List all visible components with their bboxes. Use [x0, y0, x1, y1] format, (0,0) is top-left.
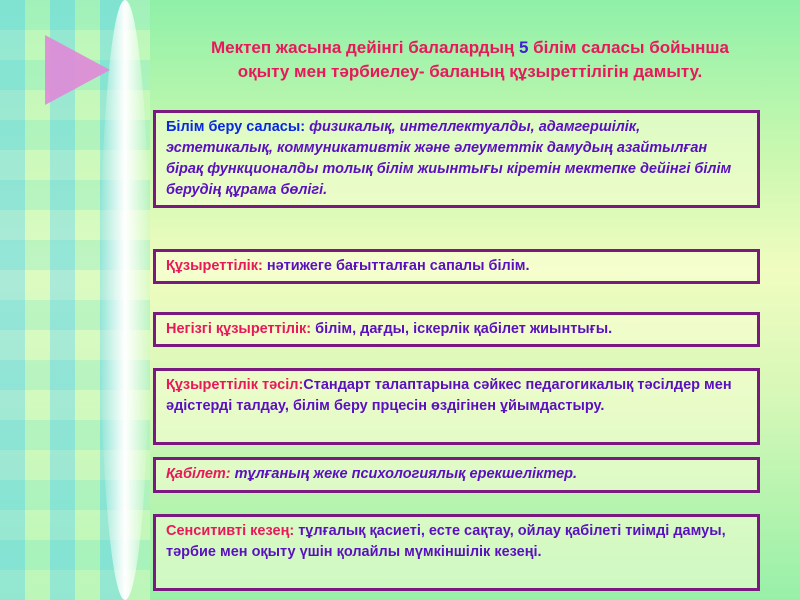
box-text: білім, дағды, іскерлік қабілет жиынтығы.: [315, 321, 613, 337]
box-label: Құзыреттілік:: [166, 258, 267, 274]
box-key-competence: [153, 312, 760, 347]
title-line2: оқыту мен тәрбиелеу- баланың құзыреттілігін дамыту.: [237, 62, 703, 81]
box-label: Сенситивті кезең:: [166, 523, 299, 539]
box-label: Құзыреттілік тәсіл:: [166, 377, 304, 393]
box-education-area: [153, 110, 760, 208]
title-line1-a: Мектеп жасына дейінгі балалардың: [210, 38, 519, 57]
box-label: Білім беру саласы:: [166, 119, 310, 135]
box-label: Негізгі құзыреттілік:: [166, 321, 316, 337]
box-label: Қабілет:: [166, 466, 235, 482]
box-text: тұлғалық қасиеті, есте сақтау, ойлау қабілеті тиімді дамуы, тәрбие мен оқыту үшін қолайлы мүмкіншілік кезеңі.: [166, 523, 726, 560]
box-sensitive-period: [153, 514, 760, 591]
box-text: Стандарт талаптарына сәйкес педагогикалық тәсілдер мен әдістерді талдау, білім беру прцесін өздігінен ұйымдастыру.: [166, 377, 732, 414]
box-competence: [153, 249, 760, 284]
triangle-icon: [45, 35, 110, 105]
title-number: 5: [518, 38, 529, 57]
slide-title: [150, 36, 790, 84]
box-text: нәтижеге бағытталған сапалы білім.: [266, 258, 530, 274]
box-text: тұлғаның жеке психологиялық ерекшеліктер.: [234, 466, 578, 482]
box-competence-approach: [153, 368, 760, 445]
box-ability: [153, 457, 760, 493]
box-text: физикалық, интеллектуалды, адамгершілік, эстетикалық, коммуникативтік және әлеуметтік дамудың азайтылған бірақ функционалды толық білім жиынтығы кіретін мектепке дейінгі білім берудің құрама бөлігі.: [166, 119, 732, 198]
title-line1-b: білім саласы бойынша: [528, 38, 730, 57]
